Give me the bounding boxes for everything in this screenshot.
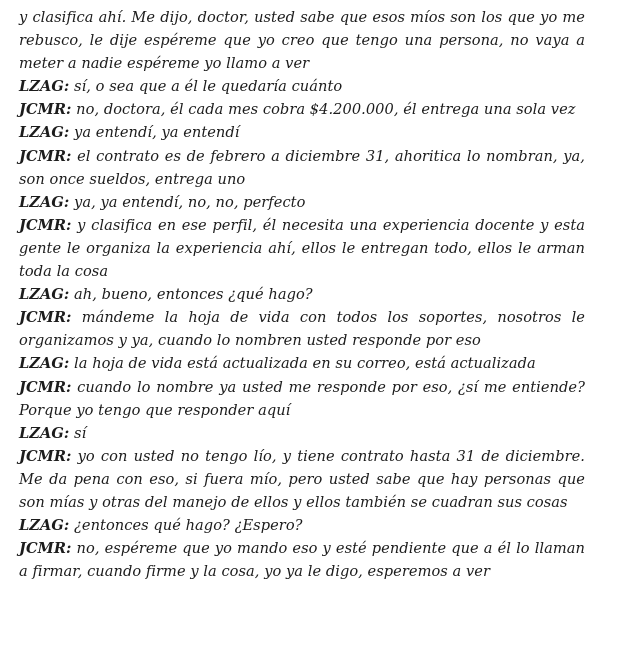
transcript-document — [19, 6, 585, 583]
transcript-line — [19, 376, 585, 422]
speaker-label: LZAG: — [19, 355, 70, 373]
speaker-label: JCMR: — [19, 447, 72, 465]
transcript-line — [19, 283, 585, 306]
speaker-label: LZAG: — [19, 286, 70, 304]
speaker-label: LZAG: — [19, 78, 70, 96]
speaker-label: LZAG: — [19, 424, 70, 442]
line-text: yo con usted no tengo lío, y tiene contrato hasta 31 de diciembre. Me da pena con eso, si fuera mío, pero usted sabe que hay personas que son mías y otras del manejo de ellos y ellos también se cuadran sus cosas — [19, 447, 585, 511]
speaker-label: JCMR: — [19, 309, 72, 327]
line-text: cuando lo nombre ya usted me responde por eso, ¿sí me entiende? Porque yo tengo que responder aquí — [19, 378, 585, 419]
line-text: no, doctora, él cada mes cobra $4.200.000, él entrega una sola vez — [76, 101, 576, 119]
line-text: mándeme la hoja de vida con todos los soportes, nosotros le organizamos y ya, cuando lo nombren usted responde por eso — [19, 309, 585, 350]
speaker-label: JCMR: — [19, 540, 72, 558]
line-text: y clasifica en ese perfil, él necesita una experiencia docente y esta gente le organiza la experiencia ahí, ellos le entregan todo, ellos le arman toda la cosa — [19, 216, 585, 281]
speaker-label: LZAG: — [19, 517, 70, 535]
line-text: la hoja de vida está actualizada en su correo, está actualizada — [74, 355, 536, 373]
line-text: ya entendí, ya entendí — [74, 124, 240, 142]
speaker-label: JCMR: — [19, 378, 72, 396]
transcript-line — [19, 352, 585, 375]
transcript-line — [19, 537, 585, 583]
line-text: no, espéreme que yo mando eso y esté pendiente que a él lo llaman a firmar, cuando firme y la cosa, yo ya le digo, esperemos a ver — [19, 540, 585, 581]
transcript-line — [19, 445, 585, 514]
transcript-line — [19, 75, 585, 98]
transcript-line — [19, 98, 585, 121]
transcript-line — [19, 214, 585, 283]
speaker-label: JCMR: — [19, 216, 72, 234]
line-text: ah, bueno, entonces ¿qué hago? — [74, 286, 313, 304]
transcript-line — [19, 191, 585, 214]
line-text: el contrato es de febrero a diciembre 31, ahoritica lo nombran, ya, son once sueldos, entrega uno — [19, 147, 585, 188]
line-text: ¿entonces qué hago? ¿Espero? — [74, 517, 303, 535]
transcript-line — [19, 6, 585, 75]
line-text: ya, ya entendí, no, no, perfecto — [74, 193, 306, 211]
transcript-line — [19, 422, 585, 445]
speaker-label: LZAG: — [19, 124, 70, 142]
speaker-label: JCMR: — [19, 147, 72, 165]
line-text: sí — [74, 424, 87, 442]
transcript-line — [19, 145, 585, 191]
line-text: y clasifica ahí. Me dijo, doctor, usted sabe que esos míos son los que yo me rebusco, le dije espéreme que yo creo que tengo una persona, no vaya a meter a nadie espéreme yo llamo a ver — [19, 9, 585, 73]
transcript-line — [19, 306, 585, 352]
speaker-label: JCMR: — [19, 101, 72, 119]
speaker-label: LZAG: — [19, 193, 70, 211]
transcript-line — [19, 121, 585, 144]
transcript-line — [19, 514, 585, 537]
line-text: sí, o sea que a él le quedaría cuánto — [74, 78, 343, 96]
